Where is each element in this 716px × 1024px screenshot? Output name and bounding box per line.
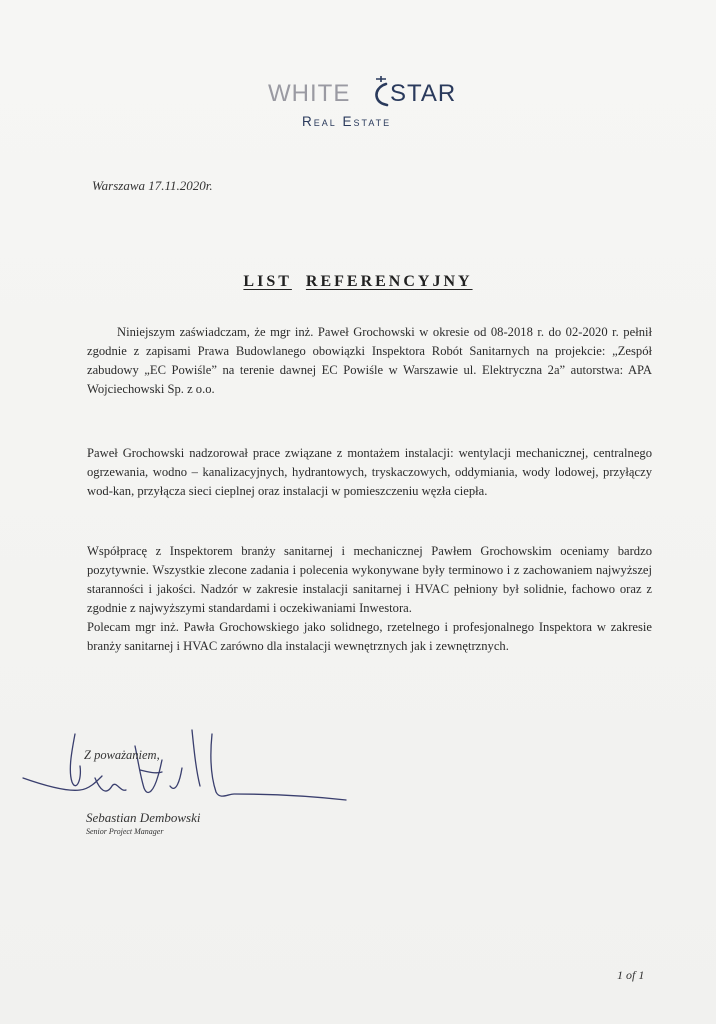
signer-role: Senior Project Manager	[86, 827, 164, 836]
logo-word-white: WHITE	[268, 80, 351, 107]
company-logo	[262, 70, 472, 140]
letter-date: Warszawa 17.11.2020r.	[92, 178, 213, 193]
logo-subtitle-text: Real Estate	[302, 114, 392, 129]
paragraph-2	[87, 444, 652, 501]
paragraph-2-text: Paweł Grochowski nadzorował prace związane z montażem instalacji: wentylacji mechanicznej, centralnego ogrzewania, wodno – kanalizacyjnych, hydrantowych, tryskaczowych, oddymiania, wody lodowej, przyłączy wod-kan, przyłącza sieci cieplnej oraz instalacji w pomieszczeniu węzła ciepła.	[87, 446, 652, 498]
closing-salutation: Z poważaniem,	[84, 748, 160, 762]
paragraph-1	[87, 323, 652, 399]
paragraph-3	[87, 542, 652, 656]
title-word-1: LIST	[243, 273, 292, 290]
paragraph-1-text: Niniejszym zaświadczam, że mgr inż. Paweł Grochowski w okresie od 08-2018 r. do 02-2020 r. pełnił zgodnie z zapisami Prawa Budowlanego obowiązki Inspektora Robót Sanitarnych na projekcie: „Zespół zabudowy „EC Powiśle” na terenie dawnej EC Powiśle w Warszawie ul. Elektryczna 2a” autorstwa: APA Wojciechowski Sp. z o.o.	[87, 325, 652, 396]
page-number: 1 of 1	[617, 968, 645, 982]
paragraph-3-text: Współpracę z Inspektorem branży sanitarnej i mechanicznej Pawłem Grochowskim oceniamy bardzo pozytywnie. Wszystkie zlecone zadania i polecenia wykonywane były terminowo i z zachowaniem najwyższej staranności i jakości. Nadzór w zakresie instalacji sanitarnej i HVAC pełniony był solidnie, fachowo oraz z zgodnie z najwyższymi standardami i oczekiwaniami Inwestora.	[87, 544, 652, 615]
logo-subtitle	[302, 114, 391, 129]
letter-title	[0, 273, 716, 291]
handwritten-signature	[20, 720, 350, 820]
signer-name: Sebastian Dembowski	[86, 810, 201, 825]
paragraph-4-text: Polecam mgr inż. Pawła Grochowskiego jako solidnego, rzetelnego i profesjonalnego Inspektora w zakresie branży sanitarnej i HVAC zarówno dla instalacji wewnętrznych jak i zewnętrznych.	[87, 620, 652, 653]
logo-word-star: STAR	[390, 80, 457, 107]
title-word-2: REFERENCYJNY	[305, 273, 473, 290]
